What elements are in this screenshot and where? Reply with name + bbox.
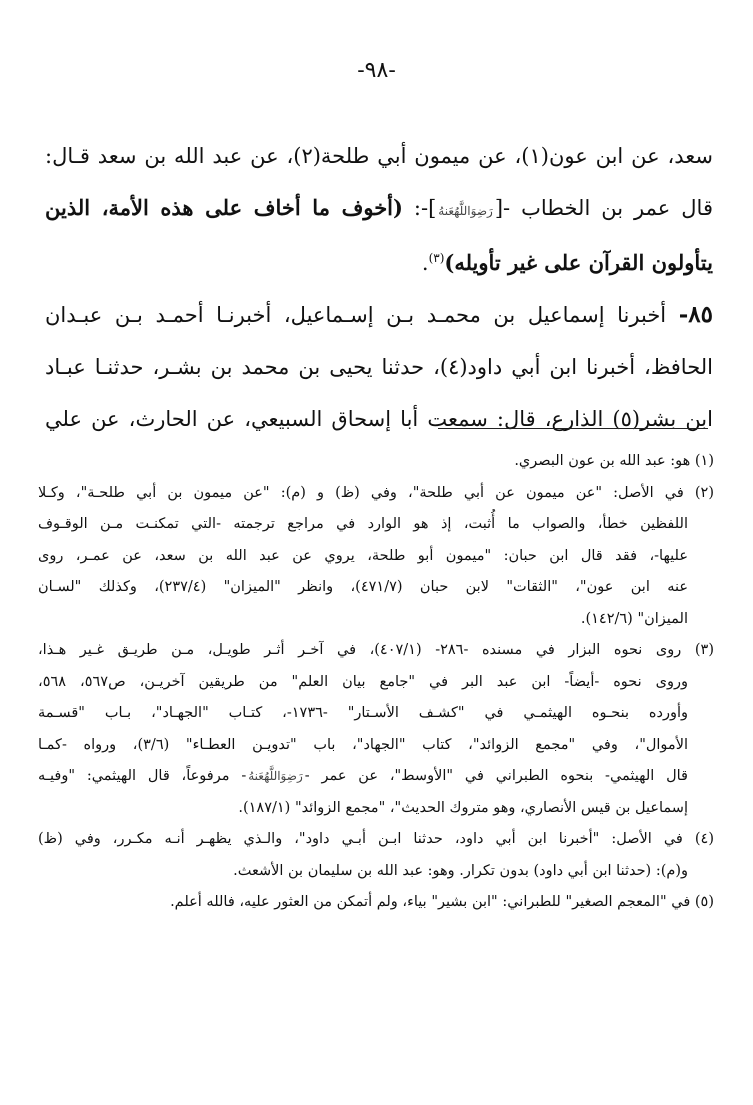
footnote-2-line-3: عليها-، فقد قال ابن حبان: "ميمون أبو طلحة، يروي عن عبد الله بن سعد، عن عمـر، روى xyxy=(38,547,688,564)
quote-start: (أخوف ما أخاف على هذه الأمة، الذين xyxy=(45,195,403,220)
footnote-3-line-6: إسماعيل بن قيس الأنصاري، وهو متروك الحديث"، "مجمع الزوائد" (١٨٧/١). xyxy=(238,799,688,816)
main-line-4 xyxy=(45,289,713,341)
footnote-3-line-2: وروى نحوه -أيضاً- ابن عبد البر في "جامع بيان العلم" من طريقين آخريـن، ص٥٦٧، ٥٦٨، xyxy=(38,673,688,690)
footnote-2-line-4: عنه ابن عون"، "الثقات" لابن حبان (٤٧١/٧)، وانظر "الميزان" (٢٣٧/٤)، وكذلك "لسـان xyxy=(38,579,689,595)
page-number: -٩٨- xyxy=(357,58,396,83)
main-line-3-end: . xyxy=(421,251,429,275)
footnote-3-line-1: (٣) روى نحوه البزار في مسنده -٢٨٦- (٤٠٧/١)، في آخـر أثـر طويـل، مـن طريـق غـير هـذا، xyxy=(38,642,714,658)
main-line-2-mid: ]-: xyxy=(402,196,437,220)
hadith-number: ٨٥- xyxy=(678,301,713,328)
footnote-3-line-5 xyxy=(38,761,714,793)
main-line-4-text: أخبرنا إسماعيل بن محمـد بـن إسـماعيل، أخبرنـا أحمـد بـن عبـدان xyxy=(45,303,679,327)
footnotes xyxy=(38,446,714,919)
footnote-3-line-4: الأموال"، وفي "مجمع الزوائد"، كتاب "الجهاد"، باب "تدويـن العطـاء" (٣/٦)، ورواه -كمـا xyxy=(38,736,688,753)
footnote-3-line-5-end: - مرفوعاً، قال الهيثمي: "وفيـه xyxy=(38,768,247,784)
footnote-1: (١) هو: عبد الله بن عون البصري. xyxy=(514,453,714,469)
footnote-4-line-1: (٤) في الأصل: "أخبرنا ابن أبي داود، حدثنا ابـن أبـي داود"، والـذي يظهـر أنـه مكـرر، وفي (ظ) xyxy=(38,831,714,847)
main-line-5: الحافظ، أخبرنا ابن أبي داود(٤)، حدثنا يحيى بن محمد بن بشـر، حدثنـا عبـاد xyxy=(45,355,713,379)
main-line-6: ابن بشر(٥) الذارع، قال: سمعت أبا إسحاق السبيعي، عن الحارث، عن علي xyxy=(45,407,713,431)
footnote-3-line-5-start: قال الهيثمي- بنحوه الطبراني في "الأوسط"، عن عمر - xyxy=(304,768,688,784)
honorific-glyph-footnote: رَضِوَاللَّهُعَنهُ xyxy=(248,769,303,783)
honorific-glyph: رَضِوَاللَّهُعَنهُ xyxy=(438,204,493,218)
footnote-2-line-5: الميزان" (١٤٢/٦). xyxy=(580,610,688,627)
footnote-3-line-3: وأورده بنحـوه الهيثمـي في "كشـف الأسـتار" -١٧٣٦-، كتـاب "الجهـاد"، بـاب "قسـمة xyxy=(38,705,688,721)
footnote-5: (٥) في "المعجم الصغير" للطبراني: "ابن بشير" بياء، ولم أتمكن من العثور عليه، فالله أعلم. xyxy=(170,894,714,910)
main-line-2 xyxy=(45,182,713,237)
main-line-3 xyxy=(45,237,713,289)
main-line-1: سعد، عن ابن عون(١)، عن ميمون أبي طلحة(٢)، عن عبد الله بن سعد قـال: xyxy=(45,144,713,168)
footnote-ref-3: (٣) xyxy=(428,251,445,265)
footnote-2-line-2: اللفظين خطأ، والصواب ما أُثبت، إذ هو الوارد في مراجع ترجمته -التي تمكنـت مـن الوقـوف xyxy=(38,516,688,532)
main-text xyxy=(45,130,713,445)
footnote-separator xyxy=(438,428,708,429)
footnote-2-line-1: (٢) في الأصل: "عن ميمون عن أبي طلحة"، وفي (ظ) و (م): "عن ميمون بن أبي طلحـة"، وكـلا xyxy=(38,484,714,501)
footnote-4-line-2: و(م): (حدثنا ابن أبي داود) بدون تكرار. وهو: عبد الله بن سليمان بن الأشعث. xyxy=(233,862,688,879)
main-line-2-start: قال عمر بن الخطاب -[ xyxy=(494,196,713,220)
quote-end: يتأولون القرآن على غير تأويله) xyxy=(444,250,713,275)
